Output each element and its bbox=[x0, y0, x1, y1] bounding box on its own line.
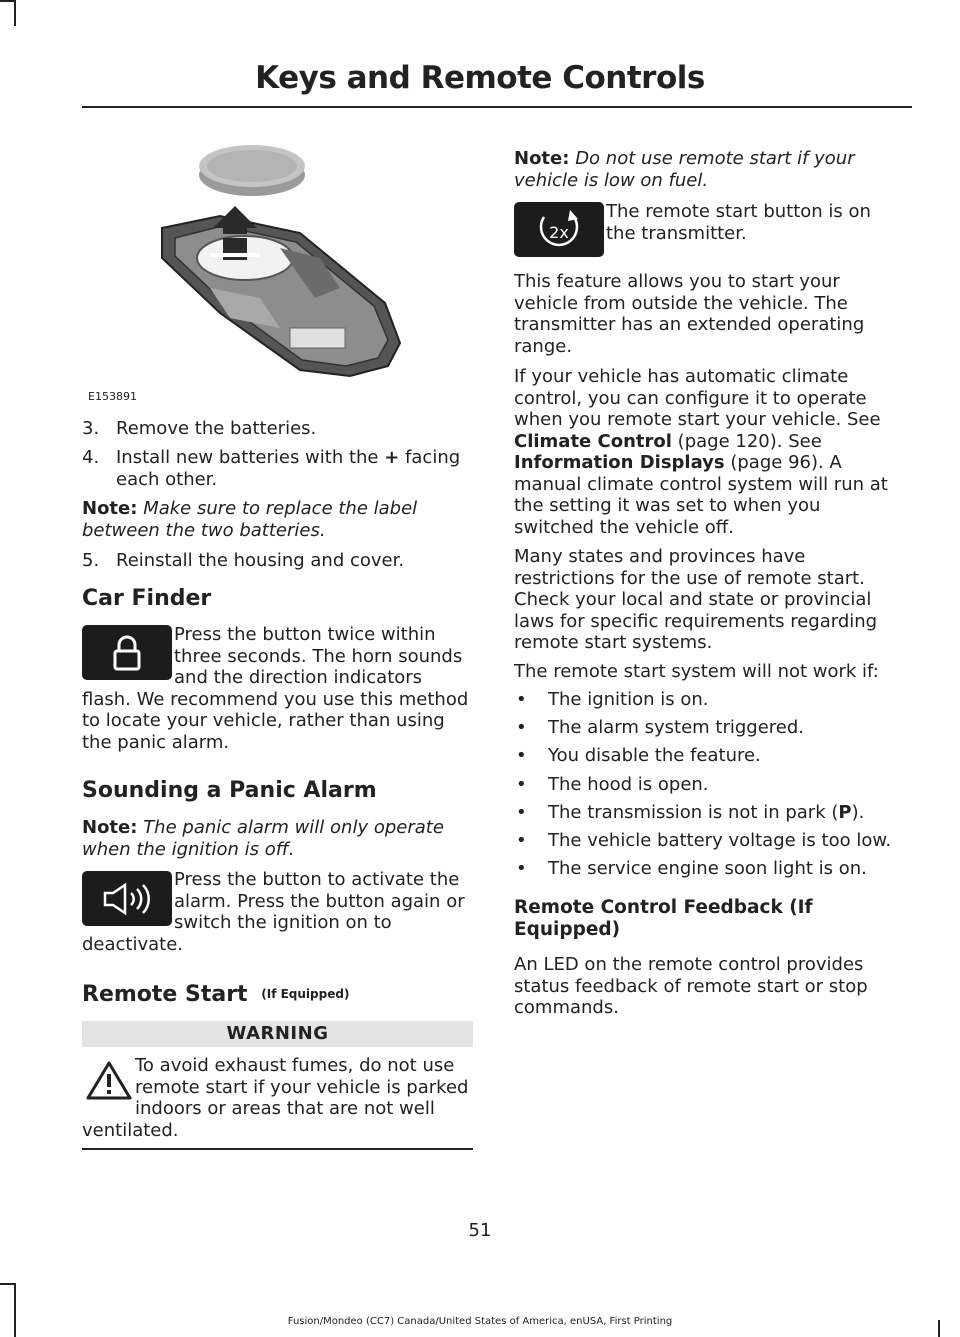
panic-body: Press the button to activate the alarm. Press the button again or switch the ignition on to deactivate. bbox=[82, 869, 465, 955]
list-item-text: The alarm system triggered. bbox=[548, 717, 805, 738]
float-spacer bbox=[514, 201, 606, 251]
step-number: 3. bbox=[82, 418, 100, 439]
list-item: • The vehicle battery voltage is too low. bbox=[516, 830, 892, 851]
remote-start-button-text bbox=[514, 201, 906, 251]
warning-text bbox=[82, 1055, 473, 1141]
list-item-text: ). bbox=[851, 802, 865, 823]
panic-text bbox=[82, 869, 474, 955]
list-item: • The service engine soon light is on. bbox=[516, 858, 867, 879]
remote-start-title: Remote Start bbox=[82, 982, 248, 1007]
plus-symbol: + bbox=[384, 447, 400, 468]
climate-control-reference[interactable]: Climate Control bbox=[514, 430, 672, 452]
note-label-replacement bbox=[82, 498, 474, 541]
list-item-text: The transmission is not in park ( bbox=[548, 802, 839, 823]
crop-mark bbox=[14, 1283, 16, 1337]
restrictions-paragraph: Many states and provinces have restrictions for the use of remote start. Check your local and state or provincial laws for specific requirements regarding remote start systems. bbox=[514, 546, 878, 653]
note-label: Note: bbox=[82, 817, 138, 838]
float-spacer bbox=[82, 624, 174, 688]
climate-text: If your vehicle has automatic climate control, you can configure it to operate when you remote start your vehicle. See bbox=[514, 366, 881, 430]
right-column bbox=[514, 148, 906, 1028]
climate-text: (page 96). A manual climate control system will run at the setting it was set to when you switched the vehicle off. bbox=[514, 452, 888, 538]
float-spacer bbox=[82, 1055, 135, 1119]
list-item: • The hood is open. bbox=[516, 774, 709, 795]
note-text: Make sure to replace the label between the two batteries. bbox=[82, 498, 418, 541]
step-3 bbox=[82, 418, 474, 440]
step-number: 5. bbox=[82, 550, 100, 571]
list-item-text: You disable the feature. bbox=[548, 745, 761, 766]
list-item: • The alarm system triggered. bbox=[516, 717, 805, 738]
climate-paragraph bbox=[514, 366, 906, 538]
if-equipped-label: (If Equipped) bbox=[261, 987, 350, 1001]
crop-mark bbox=[14, 0, 16, 26]
warning-banner: WARNING bbox=[82, 1021, 473, 1047]
float-spacer bbox=[82, 869, 174, 933]
footer-print-info: Fusion/Mondeo (CC7) Canada/United States of America, enUSA, First Printing bbox=[287, 1316, 673, 1327]
step-text: facing each other. bbox=[116, 447, 461, 490]
note-text: Do not use remote start if your vehicle is low on fuel. bbox=[514, 148, 855, 191]
two-x-label: 2x bbox=[549, 222, 569, 242]
car-finder-text bbox=[82, 624, 474, 753]
information-displays-reference[interactable]: Information Displays bbox=[514, 452, 725, 473]
figure-code: E153891 bbox=[88, 390, 137, 403]
note-label: Note: bbox=[82, 498, 138, 519]
list-item: • The ignition is on. bbox=[516, 689, 709, 710]
car-finder-body: Press the button twice within three seconds. The horn sounds and the direction indicators flash. We recommend you use this method to locate your vehicle, rather than using the panic alarm. bbox=[82, 624, 469, 753]
crop-mark bbox=[0, 1283, 14, 1285]
list-item-text: The ignition is on. bbox=[548, 689, 709, 710]
list-item: • You disable the feature. bbox=[516, 745, 761, 766]
list-item-text: The service engine soon light is on. bbox=[548, 858, 867, 879]
panic-alarm-heading: Sounding a Panic Alarm bbox=[82, 778, 377, 803]
button-location-text: The remote start button is on the transmitter. bbox=[606, 201, 871, 244]
list-item-text: The vehicle battery voltage is too low. bbox=[548, 830, 892, 851]
header-divider bbox=[82, 106, 912, 108]
car-finder-heading: Car Finder bbox=[82, 586, 212, 611]
feature-description: This feature allows you to start your vehicle from outside the vehicle. The transmitter has an extended operating range. bbox=[514, 271, 865, 357]
step-text: Install new batteries with the bbox=[116, 447, 385, 468]
fuel-note bbox=[514, 148, 906, 191]
step-4 bbox=[82, 447, 474, 490]
page-title: Keys and Remote Controls bbox=[255, 60, 705, 96]
park-symbol: P bbox=[838, 802, 852, 823]
panic-note bbox=[82, 817, 474, 860]
note-text: The panic alarm will only operate when the ignition is off. bbox=[82, 817, 444, 860]
list-item-text: The hood is open. bbox=[548, 774, 709, 795]
step-text: Reinstall the housing and cover. bbox=[116, 550, 405, 571]
step-5 bbox=[82, 550, 474, 572]
remote-start-heading bbox=[82, 981, 349, 1008]
list-item: • The transmission is not in park (P). bbox=[516, 802, 865, 823]
step-text: Remove the batteries. bbox=[116, 418, 317, 439]
page-number: 51 bbox=[468, 1220, 492, 1241]
not-work-intro: The remote start system will not work if: bbox=[514, 661, 879, 682]
remote-feedback-heading: Remote Control Feedback (If Equipped) bbox=[514, 897, 813, 940]
step-number: 4. bbox=[82, 447, 100, 468]
battery-removal-illustration bbox=[150, 138, 420, 388]
warning-end-rule bbox=[82, 1148, 473, 1150]
crop-mark bbox=[0, 0, 14, 2]
left-column bbox=[82, 418, 474, 1158]
warning-body: To avoid exhaust fumes, do not use remote start if your vehicle is parked indoors or areas that are not well ventilated. bbox=[82, 1055, 469, 1141]
remote-feedback-text: An LED on the remote control provides status feedback of remote start or stop commands. bbox=[514, 954, 868, 1018]
note-label: Note: bbox=[514, 148, 570, 169]
climate-text: (page 120). See bbox=[671, 430, 822, 452]
